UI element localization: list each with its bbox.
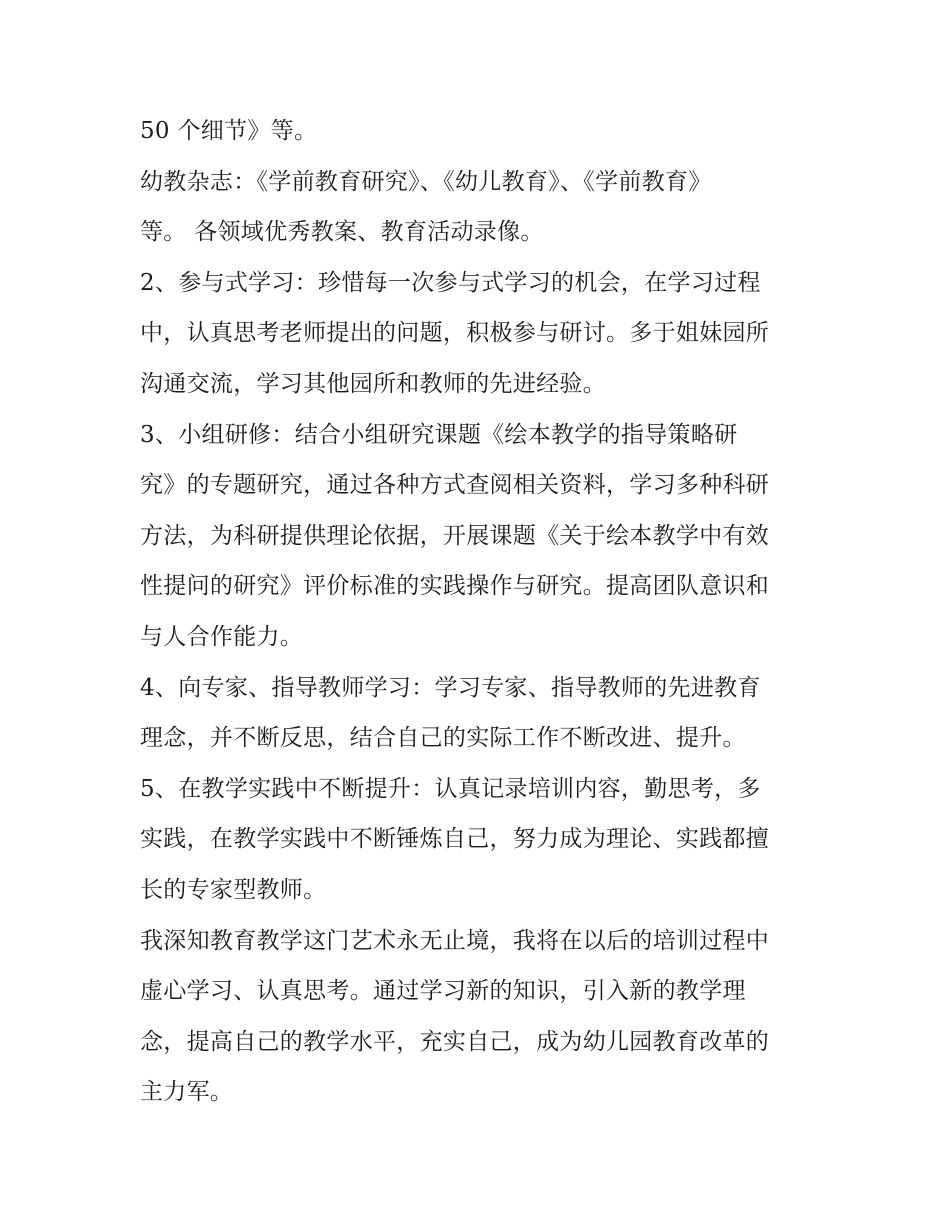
text-line: 50 个细节》等。 bbox=[140, 118, 318, 144]
text-line: 与人合作能力。 bbox=[140, 623, 304, 650]
text-line: 4、向专家、指导教师学习：学习专家、指导教师的先进教育 bbox=[140, 674, 761, 701]
text-line: 幼教杂志：《学前教育研究》、《幼儿教育》、《学前教育》 bbox=[140, 168, 712, 195]
text-line: 2、参与式学习：珍惜每一次参与式学习的机会，在学习过程 bbox=[140, 269, 761, 296]
text-line: 方法，为科研提供理论依据，开展课题《关于绘本教学中有效 bbox=[140, 522, 770, 549]
text-line: 性提问的研究》评价标准的实践操作与研究。提高团队意识和 bbox=[140, 573, 770, 600]
text-line: 5、在教学实践中不断提升：认真记录培训内容，勤思考，多 bbox=[140, 775, 761, 802]
text-line: 虚心学习、认真思考。通过学习新的知识，引入新的教学理 bbox=[140, 978, 746, 1005]
document-body bbox=[140, 106, 820, 1118]
text-line: 实践，在教学实践中不断锤炼自己，努力成为理论、实践都擅 bbox=[140, 826, 770, 853]
text-line: 理念，并不断反思，结合自己的实际工作不断改进、提升。 bbox=[140, 725, 746, 752]
text-line: 中，认真思考老师提出的问题，积极参与研讨。多于姐妹园所 bbox=[140, 320, 770, 347]
text-line: 沟通交流，学习其他园所和教师的先进经验。 bbox=[140, 370, 606, 397]
text-line: 长的专家型教师。 bbox=[140, 876, 327, 903]
text-line: 等。 各领域优秀教案、教育活动录像。 bbox=[140, 219, 544, 246]
text-line: 究》的专题研究，通过各种方式查阅相关资料，学习多种科研 bbox=[140, 472, 770, 499]
text-line: 主力军。 bbox=[140, 1079, 234, 1106]
text-line: 3、小组研修：结合小组研究课题《绘本教学的指导策略研 bbox=[140, 421, 738, 448]
text-line: 念，提高自己的教学水平，充实自己，成为幼儿园教育改革的 bbox=[140, 1028, 770, 1055]
text-line: 我深知教育教学这门艺术永无止境，我将在以后的培训过程中 bbox=[140, 927, 770, 954]
